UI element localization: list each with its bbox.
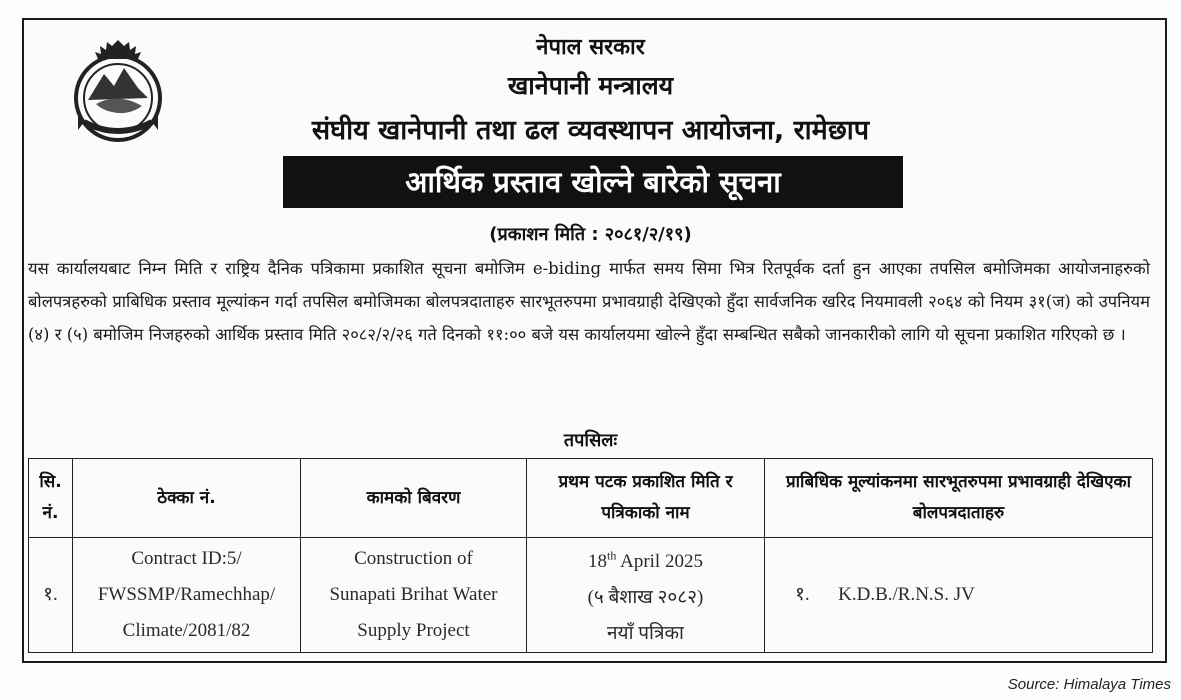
header-sn: सि. नं.	[29, 459, 73, 538]
row-work	[301, 538, 527, 653]
work-line: Sunapati Brihat Water	[329, 584, 498, 606]
work-line: Construction of	[354, 548, 473, 570]
schedule-table	[28, 458, 1153, 653]
source-credit: Source: Himalaya Times	[1007, 676, 1171, 693]
header-contract-no: ठेक्का नं.	[73, 459, 301, 538]
bidder-sn: १.	[795, 584, 810, 606]
government-name: नेपाल सरकार	[536, 35, 645, 60]
schedule-title: तपसिलः	[563, 430, 618, 451]
header-work: कामको बिवरण	[301, 459, 527, 538]
contract-id-line: Contract ID:5/	[131, 548, 242, 570]
pub-nepali-date: (५ बैशाख २०८२)	[587, 587, 704, 609]
work-line: Supply Project	[357, 620, 470, 642]
pub-english-date	[588, 551, 703, 572]
pub-day: 18	[588, 551, 608, 573]
contract-id-line: Climate/2081/82	[122, 620, 251, 642]
contract-id-line: FWSSMP/Ramechhap/	[97, 584, 276, 606]
publication-date: (प्रकाशन मिति : २०८१/२/१९)	[489, 224, 692, 245]
pub-day-suffix: th	[607, 549, 617, 563]
header-bidders: प्राबिधिक मूल्यांकनमा सारभूतरुपमा प्रभावग्राही देखिएका बोलपत्रदाताहरु	[765, 459, 1153, 538]
row-sn: १.	[29, 538, 73, 653]
table-row	[29, 538, 1153, 653]
table-header-row	[29, 459, 1153, 538]
notice-paragraph: यस कार्यालयबाट निम्न मिति र राष्ट्रिय दैनिक पत्रिकामा प्रकाशित सूचना बमोजिम e-biding मार्फत समय सिमा भित्र रितपूर्वक दर्ता हुन आएका तपसिल बमोजिमका आयोजनाहरुको बोलपत्रहरुको प्राबिधिक प्रस्ताव मूल्यांकन गर्दा तपसिल बमोजिमका बोलपत्रदाताहरु सारभूतरुपमा प्रभावग्राही देखिएको हुँदा सार्वजनिक खरिद नियमावली २०६४ को नियम ३१(ज) को उपनियम (४) र (५) बमोजिम निजहरुको आर्थिक प्रस्ताव मिति २०८२/२/२६ गते दिनको ११:०० बजे यस कार्यालयमा खोल्ने हुँदा सम्बन्धित सबैको जानकारीको लागि यो सूचना प्रकाशित गरिएको छ ।	[28, 259, 1150, 344]
row-bidders	[765, 538, 1153, 653]
row-published	[527, 538, 765, 653]
pub-newspaper: नयाँ पत्रिका	[607, 623, 684, 645]
notice-banner: आर्थिक प्रस्ताव खोल्ने बारेको सूचना	[283, 156, 903, 208]
row-contract-id	[73, 538, 301, 653]
office-name: संघीय खानेपानी तथा ढल व्यवस्थापन आयोजना, रामेछाप	[311, 115, 870, 146]
ministry-name: खानेपानी मन्त्रालय	[507, 71, 674, 100]
pub-month-year: April 2025	[616, 551, 703, 573]
header-published: प्रथम पटक प्रकाशित मिति र पत्रिकाको नाम	[527, 459, 765, 538]
bidder-name: K.D.B./R.N.S. JV	[838, 584, 975, 606]
